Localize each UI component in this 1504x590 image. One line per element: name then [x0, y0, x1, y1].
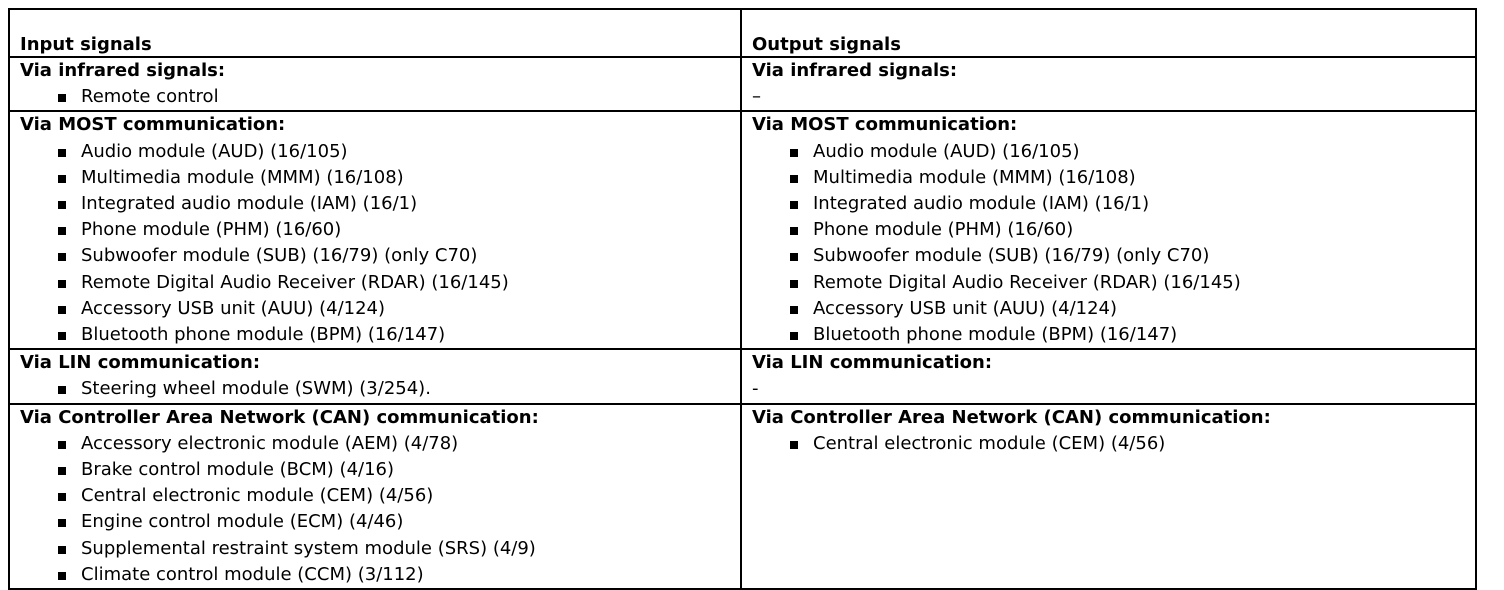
square-bullet-icon — [58, 572, 66, 580]
output-signals-header — [741, 9, 1476, 57]
square-bullet-icon — [790, 149, 798, 157]
list-item — [790, 165, 1465, 191]
list-item — [58, 191, 730, 217]
list-item — [58, 322, 730, 348]
square-bullet-icon — [790, 441, 798, 449]
list-item — [790, 296, 1465, 322]
list-item — [58, 457, 730, 483]
list-item-text: Central electronic module (CEM) (4/56) — [81, 485, 434, 507]
output-cell-most — [741, 111, 1476, 349]
list-item-text: Integrated audio module (IAM) (16/1) — [813, 193, 1150, 215]
empty-dash: – — [752, 86, 761, 108]
empty-dash: - — [752, 378, 759, 400]
signals-table — [8, 8, 1477, 590]
output-cell-infrared — [741, 57, 1476, 111]
input-cell-most — [9, 111, 741, 349]
signal-list — [20, 139, 730, 349]
square-bullet-icon — [58, 94, 66, 102]
square-bullet-icon — [58, 493, 66, 501]
square-bullet-icon — [790, 280, 798, 288]
input-cell-infrared — [9, 57, 741, 111]
list-item — [790, 270, 1465, 296]
header-row — [9, 9, 1476, 57]
list-item-text: Remote Digital Audio Receiver (RDAR) (16/145) — [81, 271, 509, 293]
square-bullet-icon — [790, 253, 798, 261]
list-item — [58, 296, 730, 322]
list-item — [58, 139, 730, 165]
list-item-text: Central electronic module (CEM) (4/56) — [813, 432, 1166, 454]
list-item — [58, 483, 730, 509]
table-row — [9, 111, 1476, 349]
list-item-text: Engine control module (ECM) (4/46) — [81, 511, 404, 533]
signal-list — [20, 84, 730, 110]
square-bullet-icon — [58, 306, 66, 314]
list-item-text: Audio module (AUD) (16/105) — [813, 140, 1080, 162]
section-title: Via Controller Area Network (CAN) communication: — [752, 406, 1271, 428]
square-bullet-icon — [790, 175, 798, 183]
square-bullet-icon — [790, 332, 798, 340]
section-title: Via MOST communication: — [20, 114, 286, 136]
list-item-text: Subwoofer module (SUB) (16/79) (only C70) — [813, 245, 1210, 267]
list-item — [58, 431, 730, 457]
list-item — [58, 376, 730, 402]
list-item — [58, 562, 730, 588]
square-bullet-icon — [58, 201, 66, 209]
table-row — [9, 404, 1476, 589]
list-item — [58, 536, 730, 562]
square-bullet-icon — [58, 441, 66, 449]
square-bullet-icon — [58, 332, 66, 340]
square-bullet-icon — [58, 546, 66, 554]
table-row — [9, 349, 1476, 403]
list-item-text: Integrated audio module (IAM) (16/1) — [81, 193, 418, 215]
list-item-text: Bluetooth phone module (BPM) (16/147) — [81, 324, 446, 346]
square-bullet-icon — [790, 306, 798, 314]
section-title: Via infrared signals: — [20, 60, 226, 81]
list-item — [790, 217, 1465, 243]
list-item — [58, 84, 730, 110]
list-item-text: Steering wheel module (SWM) (3/254). — [81, 378, 431, 400]
list-item — [790, 191, 1465, 217]
list-item — [58, 217, 730, 243]
list-item-text: Remote Digital Audio Receiver (RDAR) (16/145) — [813, 271, 1241, 293]
list-item-text: Climate control module (CCM) (3/112) — [81, 563, 424, 585]
square-bullet-icon — [58, 253, 66, 261]
list-item — [790, 139, 1465, 165]
list-item-text: Phone module (PHM) (16/60) — [813, 219, 1074, 241]
list-item-text: Brake control module (BCM) (4/16) — [81, 459, 395, 481]
input-signals-header-text: Input signals — [20, 34, 152, 55]
section-title: Via infrared signals: — [752, 60, 958, 81]
square-bullet-icon — [58, 467, 66, 475]
list-item — [58, 165, 730, 191]
list-item-text: Phone module (PHM) (16/60) — [81, 219, 342, 241]
square-bullet-icon — [58, 519, 66, 527]
signal-list — [20, 376, 730, 402]
input-cell-can — [9, 404, 741, 589]
list-item-text: Bluetooth phone module (BPM) (16/147) — [813, 324, 1178, 346]
output-cell-can — [741, 404, 1476, 589]
section-title: Via MOST communication: — [752, 114, 1018, 136]
list-item-text: Accessory USB unit (AUU) (4/124) — [81, 297, 386, 319]
list-item-text: Supplemental restraint system module (SRS) (4/9) — [81, 537, 536, 559]
square-bullet-icon — [58, 280, 66, 288]
list-item-text: Remote control — [81, 86, 219, 108]
list-item — [58, 270, 730, 296]
signal-list — [20, 431, 730, 588]
output-cell-lin — [741, 349, 1476, 403]
square-bullet-icon — [58, 386, 66, 394]
list-item — [790, 243, 1465, 269]
signal-list — [752, 139, 1465, 349]
list-item-text: Accessory USB unit (AUU) (4/124) — [813, 297, 1118, 319]
list-item-text: Multimedia module (MMM) (16/108) — [81, 166, 404, 188]
square-bullet-icon — [790, 227, 798, 235]
list-item-text: Subwoofer module (SUB) (16/79) (only C70) — [81, 245, 478, 267]
list-item-text: Audio module (AUD) (16/105) — [81, 140, 348, 162]
list-item-text: Multimedia module (MMM) (16/108) — [813, 166, 1136, 188]
list-item — [790, 322, 1465, 348]
section-title: Via Controller Area Network (CAN) communication: — [20, 406, 539, 428]
output-signals-header-text: Output signals — [752, 34, 901, 55]
input-cell-lin — [9, 349, 741, 403]
list-item — [58, 509, 730, 535]
list-item-text: Accessory electronic module (AEM) (4/78) — [81, 432, 459, 454]
list-item — [58, 243, 730, 269]
table-row — [9, 57, 1476, 111]
square-bullet-icon — [58, 175, 66, 183]
square-bullet-icon — [790, 201, 798, 209]
input-signals-header — [9, 9, 741, 57]
section-title: Via LIN communication: — [752, 352, 993, 374]
signal-list — [752, 431, 1465, 457]
list-item — [790, 431, 1465, 457]
section-title: Via LIN communication: — [20, 352, 261, 374]
square-bullet-icon — [58, 149, 66, 157]
square-bullet-icon — [58, 227, 66, 235]
